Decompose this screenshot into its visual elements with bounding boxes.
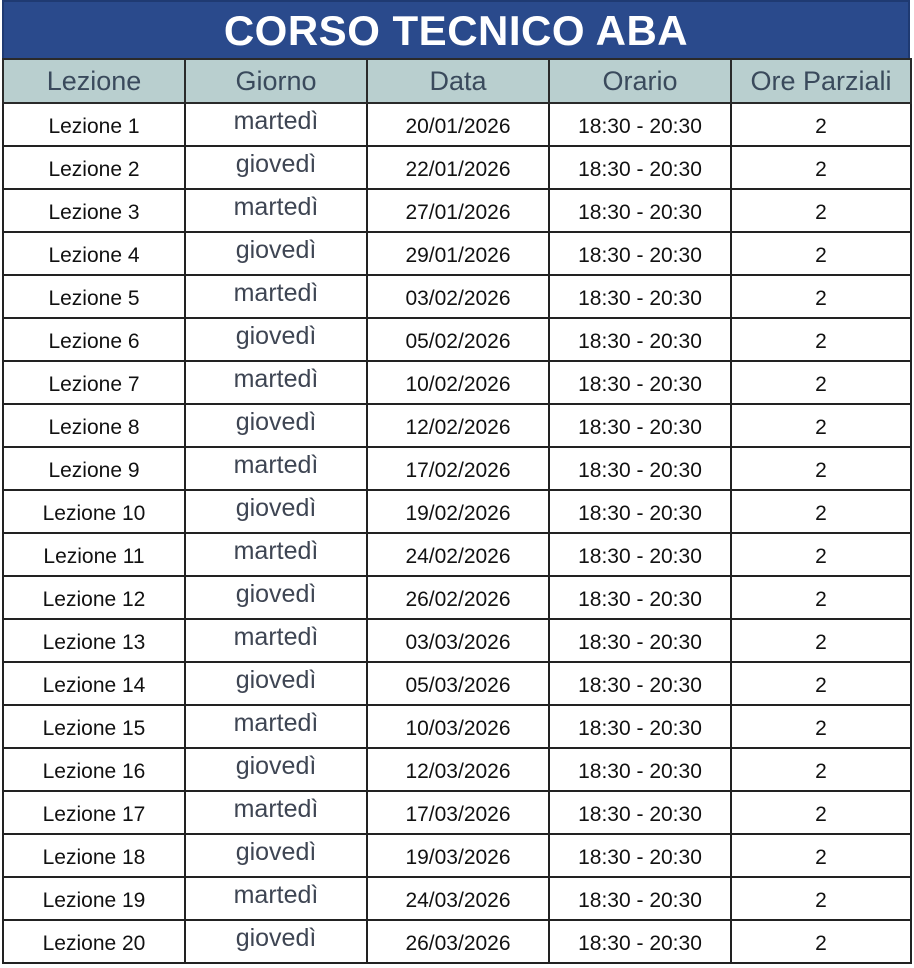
day-cell-text: martedì <box>233 881 319 909</box>
hours-cell <box>731 748 911 791</box>
time-cell-text: 18:30 - 20:30 <box>578 157 702 181</box>
time-cell-text: 18:30 - 20:30 <box>578 544 702 568</box>
date-cell-text: 17/02/2026 <box>405 458 511 482</box>
hours-cell-text: 2 <box>815 501 827 525</box>
hours-cell-text: 2 <box>815 415 827 439</box>
time-cell <box>549 447 731 490</box>
day-cell-text: giovedì <box>235 666 317 694</box>
time-cell <box>549 576 731 619</box>
day-cell-text: martedì <box>233 795 319 823</box>
lesson-cell-text: Lezione 2 <box>48 157 140 181</box>
hours-cell-text: 2 <box>815 630 827 654</box>
lesson-cell-text: Lezione 19 <box>42 888 146 912</box>
lesson-cell <box>3 920 185 963</box>
time-cell-text: 18:30 - 20:30 <box>578 329 702 353</box>
header-orario: Orario <box>549 59 731 103</box>
hours-cell <box>731 834 911 877</box>
date-cell-text: 03/03/2026 <box>405 630 511 654</box>
day-cell-text: giovedì <box>235 580 317 608</box>
date-cell <box>367 447 549 490</box>
day-cell <box>185 232 367 275</box>
time-cell-text: 18:30 - 20:30 <box>578 630 702 654</box>
schedule-table <box>2 58 912 964</box>
day-cell-text: martedì <box>233 365 319 393</box>
date-cell <box>367 877 549 920</box>
time-cell <box>549 662 731 705</box>
table-row <box>3 361 911 404</box>
hours-cell <box>731 232 911 275</box>
date-cell <box>367 619 549 662</box>
table-row <box>3 103 911 146</box>
table-row <box>3 146 911 189</box>
date-cell <box>367 103 549 146</box>
hours-cell-text: 2 <box>815 329 827 353</box>
hours-cell <box>731 619 911 662</box>
date-cell-text: 03/02/2026 <box>405 286 511 310</box>
table-row <box>3 791 911 834</box>
time-cell <box>549 103 731 146</box>
time-cell <box>549 318 731 361</box>
time-cell-text: 18:30 - 20:30 <box>578 415 702 439</box>
day-cell-text: martedì <box>233 451 319 479</box>
table-row <box>3 705 911 748</box>
time-cell <box>549 232 731 275</box>
time-cell-text: 18:30 - 20:30 <box>578 587 702 611</box>
lesson-cell-text: Lezione 1 <box>48 114 140 138</box>
day-cell-text: giovedì <box>235 150 317 178</box>
hours-cell-text: 2 <box>815 157 827 181</box>
day-cell <box>185 404 367 447</box>
hours-cell <box>731 275 911 318</box>
hours-cell-text: 2 <box>815 200 827 224</box>
hours-cell <box>731 920 911 963</box>
date-cell <box>367 232 549 275</box>
time-cell-text: 18:30 - 20:30 <box>578 501 702 525</box>
date-cell-text: 17/03/2026 <box>405 802 511 826</box>
header-lezione: Lezione <box>3 59 185 103</box>
header-row <box>3 59 911 103</box>
date-cell <box>367 834 549 877</box>
day-cell <box>185 834 367 877</box>
table-row <box>3 232 911 275</box>
day-cell <box>185 748 367 791</box>
day-cell <box>185 490 367 533</box>
hours-cell-text: 2 <box>815 759 827 783</box>
date-cell <box>367 189 549 232</box>
day-cell-text: martedì <box>233 623 319 651</box>
time-cell <box>549 705 731 748</box>
day-cell-text: martedì <box>233 193 319 221</box>
table-row <box>3 748 911 791</box>
time-cell-text: 18:30 - 20:30 <box>578 458 702 482</box>
date-cell <box>367 662 549 705</box>
date-cell-text: 05/03/2026 <box>405 673 511 697</box>
table-row <box>3 619 911 662</box>
lesson-cell-text: Lezione 7 <box>48 372 140 396</box>
hours-cell <box>731 318 911 361</box>
time-cell <box>549 490 731 533</box>
time-cell <box>549 146 731 189</box>
lesson-cell <box>3 189 185 232</box>
day-cell <box>185 920 367 963</box>
date-cell-text: 24/02/2026 <box>405 544 511 568</box>
date-cell-text: 24/03/2026 <box>405 888 511 912</box>
time-cell-text: 18:30 - 20:30 <box>578 673 702 697</box>
schedule-sheet <box>2 0 910 964</box>
table-header <box>3 59 911 103</box>
hours-cell <box>731 447 911 490</box>
hours-cell <box>731 533 911 576</box>
lesson-cell-text: Lezione 8 <box>48 415 140 439</box>
day-cell-text: martedì <box>233 107 319 135</box>
hours-cell <box>731 662 911 705</box>
table-row <box>3 490 911 533</box>
day-cell <box>185 791 367 834</box>
date-cell-text: 26/02/2026 <box>405 587 511 611</box>
hours-cell <box>731 404 911 447</box>
table-row <box>3 318 911 361</box>
lesson-cell <box>3 791 185 834</box>
day-cell <box>185 361 367 404</box>
hours-cell <box>731 705 911 748</box>
time-cell <box>549 619 731 662</box>
title-banner <box>2 0 910 58</box>
hours-cell-text: 2 <box>815 458 827 482</box>
lesson-cell-text: Lezione 10 <box>42 501 146 525</box>
time-cell-text: 18:30 - 20:30 <box>578 931 702 955</box>
lesson-cell <box>3 103 185 146</box>
date-cell <box>367 533 549 576</box>
lesson-cell-text: Lezione 20 <box>42 931 146 955</box>
date-cell-text: 29/01/2026 <box>405 243 511 267</box>
lesson-cell <box>3 490 185 533</box>
hours-cell-text: 2 <box>815 587 827 611</box>
time-cell <box>549 404 731 447</box>
time-cell-text: 18:30 - 20:30 <box>578 759 702 783</box>
day-cell <box>185 275 367 318</box>
date-cell <box>367 275 549 318</box>
table-row <box>3 834 911 877</box>
day-cell-text: martedì <box>233 537 319 565</box>
lesson-cell-text: Lezione 15 <box>42 716 146 740</box>
hours-cell-text: 2 <box>815 802 827 826</box>
date-cell <box>367 705 549 748</box>
day-cell <box>185 619 367 662</box>
time-cell <box>549 361 731 404</box>
date-cell <box>367 748 549 791</box>
time-cell <box>549 533 731 576</box>
lesson-cell <box>3 146 185 189</box>
date-cell-text: 05/02/2026 <box>405 329 511 353</box>
day-cell-text: martedì <box>233 279 319 307</box>
table-row <box>3 576 911 619</box>
lesson-cell <box>3 361 185 404</box>
lesson-cell <box>3 533 185 576</box>
hours-cell-text: 2 <box>815 673 827 697</box>
time-cell-text: 18:30 - 20:30 <box>578 200 702 224</box>
lesson-cell <box>3 447 185 490</box>
time-cell-text: 18:30 - 20:30 <box>578 243 702 267</box>
hours-cell <box>731 877 911 920</box>
lesson-cell-text: Lezione 13 <box>42 630 146 654</box>
lesson-cell-text: Lezione 14 <box>42 673 146 697</box>
hours-cell-text: 2 <box>815 544 827 568</box>
hours-cell-text: 2 <box>815 286 827 310</box>
date-cell <box>367 146 549 189</box>
lesson-cell-text: Lezione 18 <box>42 845 146 869</box>
lesson-cell <box>3 877 185 920</box>
table-row <box>3 447 911 490</box>
date-cell-text: 26/03/2026 <box>405 931 511 955</box>
lesson-cell-text: Lezione 12 <box>42 587 146 611</box>
table-row <box>3 533 911 576</box>
date-cell <box>367 404 549 447</box>
header-ore-parziali: Ore Parziali <box>731 59 911 103</box>
day-cell <box>185 576 367 619</box>
header-giorno: Giorno <box>185 59 367 103</box>
day-cell-text: giovedì <box>235 236 317 264</box>
day-cell <box>185 877 367 920</box>
day-cell <box>185 705 367 748</box>
hours-cell <box>731 791 911 834</box>
hours-cell <box>731 103 911 146</box>
lesson-cell-text: Lezione 11 <box>43 544 145 568</box>
date-cell <box>367 920 549 963</box>
table-row <box>3 404 911 447</box>
hours-cell <box>731 146 911 189</box>
lesson-cell <box>3 275 185 318</box>
date-cell-text: 20/01/2026 <box>405 114 511 138</box>
hours-cell-text: 2 <box>815 845 827 869</box>
date-cell-text: 12/03/2026 <box>405 759 511 783</box>
time-cell <box>549 189 731 232</box>
hours-cell-text: 2 <box>815 931 827 955</box>
table-body <box>3 103 911 963</box>
date-cell <box>367 490 549 533</box>
time-cell <box>549 920 731 963</box>
lesson-cell <box>3 619 185 662</box>
table-row <box>3 189 911 232</box>
table-row <box>3 662 911 705</box>
lesson-cell <box>3 748 185 791</box>
day-cell-text: giovedì <box>235 752 317 780</box>
date-cell <box>367 791 549 834</box>
header-data: Data <box>367 59 549 103</box>
hours-cell <box>731 576 911 619</box>
date-cell-text: 19/03/2026 <box>405 845 511 869</box>
hours-cell <box>731 490 911 533</box>
lesson-cell <box>3 662 185 705</box>
time-cell-text: 18:30 - 20:30 <box>578 114 702 138</box>
time-cell <box>549 791 731 834</box>
day-cell-text: giovedì <box>235 924 317 952</box>
lesson-cell-text: Lezione 16 <box>42 759 146 783</box>
day-cell <box>185 533 367 576</box>
day-cell <box>185 189 367 232</box>
lesson-cell <box>3 705 185 748</box>
time-cell <box>549 748 731 791</box>
course-title: CORSO TECNICO ABA <box>223 7 689 54</box>
hours-cell-text: 2 <box>815 243 827 267</box>
hours-cell <box>731 361 911 404</box>
lesson-cell <box>3 834 185 877</box>
date-cell-text: 22/01/2026 <box>405 157 511 181</box>
time-cell <box>549 834 731 877</box>
day-cell-text: martedì <box>233 709 319 737</box>
time-cell <box>549 275 731 318</box>
hours-cell-text: 2 <box>815 114 827 138</box>
date-cell <box>367 576 549 619</box>
lesson-cell-text: Lezione 17 <box>42 802 146 826</box>
lesson-cell-text: Lezione 5 <box>48 286 140 310</box>
date-cell-text: 19/02/2026 <box>405 501 511 525</box>
date-cell-text: 10/02/2026 <box>405 372 511 396</box>
day-cell <box>185 447 367 490</box>
date-cell-text: 12/02/2026 <box>405 415 511 439</box>
table-row <box>3 920 911 963</box>
lesson-cell <box>3 232 185 275</box>
lesson-cell-text: Lezione 3 <box>48 200 140 224</box>
day-cell <box>185 146 367 189</box>
day-cell <box>185 662 367 705</box>
lesson-cell <box>3 404 185 447</box>
day-cell-text: giovedì <box>235 838 317 866</box>
time-cell-text: 18:30 - 20:30 <box>578 845 702 869</box>
lesson-cell <box>3 318 185 361</box>
date-cell <box>367 318 549 361</box>
hours-cell <box>731 189 911 232</box>
table-row <box>3 877 911 920</box>
lesson-cell-text: Lezione 6 <box>48 329 140 353</box>
day-cell <box>185 103 367 146</box>
day-cell-text: giovedì <box>235 322 317 350</box>
day-cell-text: giovedì <box>235 494 317 522</box>
time-cell-text: 18:30 - 20:30 <box>578 716 702 740</box>
time-cell-text: 18:30 - 20:30 <box>578 802 702 826</box>
date-cell-text: 27/01/2026 <box>405 200 511 224</box>
hours-cell-text: 2 <box>815 716 827 740</box>
lesson-cell <box>3 576 185 619</box>
lesson-cell-text: Lezione 9 <box>48 458 140 482</box>
day-cell-text: giovedì <box>235 408 317 436</box>
time-cell-text: 18:30 - 20:30 <box>578 286 702 310</box>
date-cell-text: 10/03/2026 <box>405 716 511 740</box>
hours-cell-text: 2 <box>815 372 827 396</box>
hours-cell-text: 2 <box>815 888 827 912</box>
time-cell-text: 18:30 - 20:30 <box>578 372 702 396</box>
time-cell-text: 18:30 - 20:30 <box>578 888 702 912</box>
table-row <box>3 275 911 318</box>
date-cell <box>367 361 549 404</box>
day-cell <box>185 318 367 361</box>
time-cell <box>549 877 731 920</box>
lesson-cell-text: Lezione 4 <box>48 243 140 267</box>
